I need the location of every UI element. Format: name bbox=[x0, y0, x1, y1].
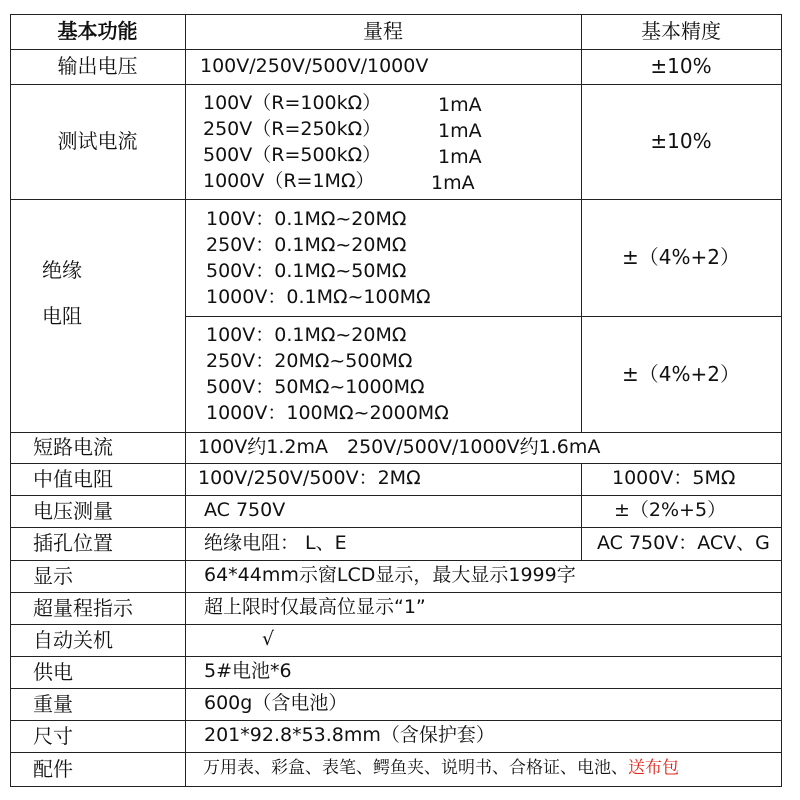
mid-resistance-value: 100V/250V/500V：2MΩ bbox=[198, 467, 421, 490]
auto-off-label: 自动关机 bbox=[33, 627, 113, 652]
output-voltage-label: 输出电压 bbox=[57, 54, 138, 78]
display-label: 显示 bbox=[33, 563, 73, 588]
insulation-accuracy-2: ±（4%+2） bbox=[622, 361, 740, 386]
test-current-row: 250V（R=250kΩ） bbox=[203, 118, 382, 140]
test-current-value: 1mA bbox=[431, 172, 475, 194]
insulation-label-line1: 绝缘 bbox=[42, 258, 82, 282]
test-current-value: 1mA bbox=[438, 146, 482, 168]
short-current-value: 100V约1.2mA 250V/500V/1000V约1.6mA bbox=[198, 435, 601, 458]
test-current-value: 1mA bbox=[438, 120, 482, 142]
test-current-row: 500V（R=500kΩ） bbox=[203, 144, 382, 166]
header-range: 量程 bbox=[363, 19, 403, 43]
table-rule bbox=[581, 463, 582, 560]
short-current-label: 短路电流 bbox=[33, 435, 113, 459]
insulation-block2 bbox=[206, 319, 576, 429]
insulation-range: 1000V：0.1MΩ~100MΩ bbox=[206, 286, 431, 308]
voltage-measure-value: AC 750V bbox=[204, 499, 286, 522]
accessories-label: 配件 bbox=[33, 756, 73, 781]
insulation-block1 bbox=[206, 202, 576, 314]
weight-label: 重量 bbox=[33, 691, 73, 716]
size-value: 201*92.8*53.8mm（含保护套） bbox=[204, 724, 495, 747]
insulation-range: 500V：50MΩ~1000MΩ bbox=[206, 376, 425, 398]
accessories-value bbox=[203, 752, 779, 786]
display-value: 64*44mm示窗LCD显示，最大显示1999字 bbox=[204, 564, 576, 587]
insulation-range: 500V：0.1MΩ~50MΩ bbox=[206, 260, 407, 282]
size-label: 尺寸 bbox=[33, 723, 73, 748]
voltage-measure-label: 电压测量 bbox=[33, 498, 113, 523]
insulation-label-line2: 电阻 bbox=[42, 304, 82, 328]
accessories-highlight: 送布包 bbox=[628, 758, 679, 779]
jack-position-value: 绝缘电阻： L、E bbox=[204, 531, 347, 554]
power-label: 供电 bbox=[33, 659, 73, 684]
test-current-value: 1mA bbox=[438, 94, 482, 116]
table-rule bbox=[781, 14, 782, 787]
test-current-row: 100V（R=100kΩ） bbox=[203, 92, 382, 114]
test-current-accuracy: ±10% bbox=[650, 129, 712, 153]
output-voltage-accuracy: ±10% bbox=[650, 54, 712, 78]
insulation-range: 250V：0.1MΩ~20MΩ bbox=[206, 234, 407, 256]
header-function: 基本功能 bbox=[57, 19, 138, 43]
insulation-range: 250V：20MΩ~500MΩ bbox=[206, 350, 413, 372]
test-current-label: 测试电流 bbox=[57, 129, 138, 153]
accessories-list: 万用表、彩盒、表笔、鳄鱼夹、说明书、合格证、电池、 bbox=[203, 758, 628, 779]
test-current-row: 1000V（R=1MΩ） bbox=[203, 170, 375, 192]
voltage-measure-accuracy: ±（2%+5） bbox=[614, 499, 727, 522]
output-voltage-range: 100V/250V/500V/1000V bbox=[200, 54, 429, 77]
jack-position-label: 插孔位置 bbox=[33, 531, 113, 555]
over-range-label: 超量程指示 bbox=[33, 595, 133, 620]
power-value: 5#电池*6 bbox=[204, 660, 292, 683]
insulation-range: 100V：0.1MΩ~20MΩ bbox=[206, 208, 407, 230]
table-rule bbox=[10, 786, 782, 787]
header-accuracy: 基本精度 bbox=[641, 19, 721, 43]
auto-off-check-icon: √ bbox=[262, 628, 275, 651]
weight-value: 600g（含电池） bbox=[204, 692, 348, 715]
mid-resistance-extra: 1000V：5MΩ bbox=[612, 467, 736, 490]
over-range-value: 超上限时仅最高位显示“1” bbox=[204, 596, 426, 619]
insulation-accuracy-1: ±（4%+2） bbox=[622, 245, 740, 269]
table-rule bbox=[185, 14, 186, 787]
mid-resistance-label: 中值电阻 bbox=[33, 466, 113, 491]
insulation-range: 1000V：100MΩ~2000MΩ bbox=[206, 402, 449, 424]
insulation-range: 100V：0.1MΩ~20MΩ bbox=[206, 324, 407, 346]
jack-position-extra: AC 750V：ACV、G bbox=[597, 531, 770, 554]
